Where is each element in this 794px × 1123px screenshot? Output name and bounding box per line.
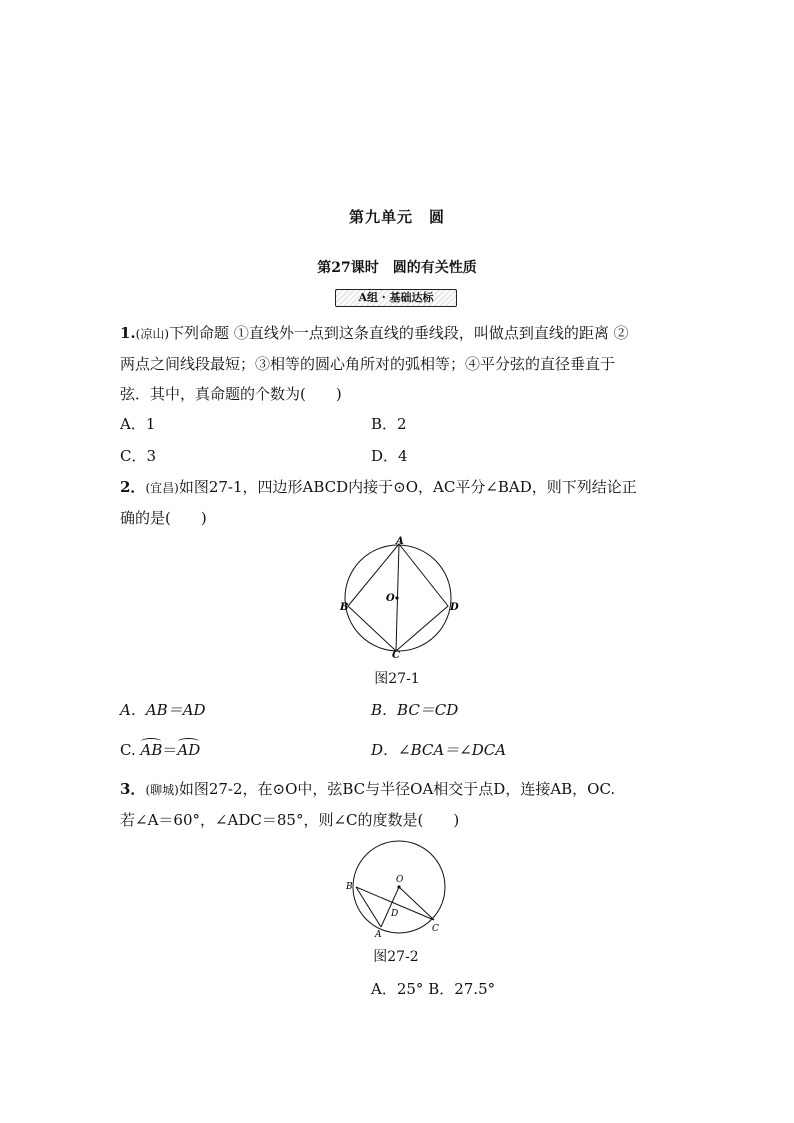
q3-line2: 若∠A＝60°，∠ADC＝85°，则∠C的度数是( ): [120, 811, 460, 829]
q2-line1: [120, 477, 680, 498]
q2-text1: 如图27-1，四边形ABCD内接于⊙O，AC平分∠BAD，则下列结论正: [178, 478, 637, 496]
q2-source: (宜昌): [145, 481, 179, 495]
arc-ab: AB: [140, 741, 163, 759]
q2-option-d: D．∠BCA＝∠DCA: [371, 741, 507, 759]
q3-source: (聊城): [145, 783, 179, 797]
q1-line1: [120, 323, 680, 344]
q2-option-c-prefix: C.: [120, 741, 141, 759]
q3-options: A．25° B．27.5°: [371, 980, 496, 998]
q1-line3: 弦．其中，真命题的个数为( ): [120, 385, 342, 403]
q1-option-c: C．3: [120, 447, 157, 465]
arc-ad: AD: [177, 741, 201, 759]
q3-text1: 如图27-2，在⊙O中，弦BC与半径OA相交于点D，连接AB，OC.: [178, 780, 616, 798]
q1-line2: 两点之间线段最短；③相等的圆心角所对的弧相等；④平分弦的直径垂直于: [120, 355, 616, 373]
q1-source: (凉山): [135, 327, 170, 341]
q3-line1: [120, 779, 680, 800]
q1-option-d: D．4: [371, 447, 408, 465]
figure-27-1: [330, 534, 470, 660]
q2-option-a: A．AB＝AD: [120, 701, 206, 719]
q1-option-a: A．1: [120, 415, 156, 433]
fig1-label-o: O: [386, 593, 395, 604]
q1-text1: 下列命题 ①直线外一点到这条直线的垂线段，叫做点到直线的距离 ②: [169, 324, 629, 342]
fig2-label-o: O: [396, 875, 404, 885]
fig2-label-c: C: [432, 924, 439, 934]
fig1-label-c: C: [392, 650, 400, 660]
q1-number: 1.: [120, 324, 136, 342]
figure-27-2: [340, 838, 460, 940]
center-point-o: [397, 885, 400, 888]
unit-title: 第九单元 圆: [348, 208, 445, 226]
q2-number: 2．: [120, 478, 146, 496]
figure-27-2-caption: 图27-2: [373, 949, 419, 965]
q2-line2: 确的是( ): [120, 509, 207, 527]
group-banner: A组 · 基础达标: [335, 289, 457, 307]
fig1-label-b: B: [340, 602, 349, 613]
center-point-o: [395, 596, 398, 599]
fig2-label-d: D: [391, 909, 399, 919]
q2-option-b: B．BC＝CD: [371, 701, 459, 719]
q1-option-b: B．2: [371, 415, 407, 433]
q3-number: 3．: [120, 780, 146, 798]
q2-option-c: [120, 740, 200, 760]
fig2-label-b: B: [346, 882, 353, 892]
fig1-label-d: D: [450, 602, 459, 613]
figure-27-1-caption: 图27-1: [374, 671, 420, 687]
fig1-label-a: A: [396, 536, 404, 547]
q2-option-c-eq: ＝: [162, 741, 178, 759]
lesson-title: 第27课时 圆的有关性质: [317, 260, 477, 276]
fig2-label-a: A: [375, 930, 382, 940]
